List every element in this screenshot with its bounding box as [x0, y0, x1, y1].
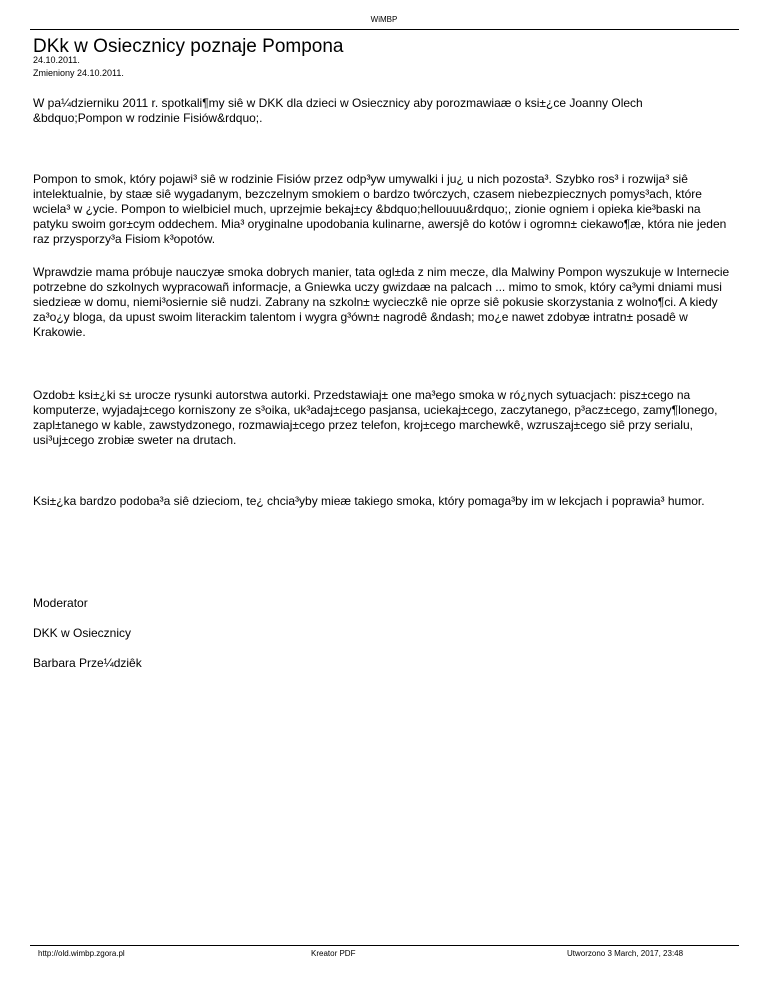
article-modified: Zmieniony 24.10.2011. [33, 68, 124, 78]
header-divider [30, 29, 739, 30]
signature-club: DKK w Osiecznicy [33, 626, 132, 640]
article-dates [33, 54, 124, 80]
footer-divider [30, 945, 739, 946]
signature-name: Barbara Prze¼dziêk [33, 656, 142, 670]
paragraph: Ozdob± ksi±¿ki s± urocze rysunki autorstwa autorki. Przedstawiaj± one ma³ego smoka w ró¿nych sytuacjach: pisz±cego na komputerze, wyjadaj±cego korniszony ze s³oika, uk³adaj±cego pasjansa, uciekaj±cego, zaczytanego, p³acz±cego, zamy¶lonego, zapl±tanego w kable, zawstydzonego, rozmawiaj±cego przez telefon, kroj±cego marchewkê, wzruszaj±cego siê przy serialu, usi³uj±cego zrobiæ sweter na drutach. [33, 388, 718, 447]
article-title: DKk w Osiecznicy poznaje Pompona [33, 36, 344, 57]
footer-created: Utworzono 3 March, 2017, 23:48 [567, 949, 684, 958]
paragraph: Pompon to smok, który pojawi³ siê w rodzinie Fisiów przez odp³yw umywalki i ju¿ u nich pozosta³. Szybko ros³ i rozwija³ siê intelektualnie, by staæ siê wygadanym, bezczelnym smokiem o bardzo twórczych, czasem niebezpiecznych pomys³ach, które wciela³ w ¿ycie. Pompon to wielbiciel much, uprzejmie bekaj±cy &bdquo;hellouuu&rdquo;, zionie ogniem i opieka kie³baski na patyku swoim gor±cym oddechem. Mia³ oryginalne upodobania kulinarne, awersjê do kotów i ogromn± ciekawo¶æ, która nie jeden raz przysporzy³a Fisiom k³opotów. [33, 172, 727, 246]
paragraph: W pa¼dzierniku 2011 r. spotkali¶my siê w DKK dla dzieci w Osiecznicy aby porozmawiaæ o ksi±¿ce Joanny Olech &bdquo;Pompon w rodzinie Fisiów&rdquo;. [33, 96, 643, 125]
article-body [33, 96, 733, 686]
paragraph: Ksi±¿ka bardzo podoba³a siê dzieciom, te¿ chcia³yby mieæ takiego smoka, który pomaga³by im w lekcjach i poprawia³ humor. [33, 494, 705, 508]
header-site-name: WiMBP [370, 15, 398, 24]
article-date: 24.10.2011. [33, 55, 80, 65]
footer-url: http://old.wimbp.zgora.pl [38, 949, 125, 958]
paragraph: Wprawdzie mama próbuje nauczyæ smoka dobrych manier, tata ogl±da z nim mecze, dla Malwiny Pompon wyszukuje w Internecie potrzebne do szkolnych wypracowañ informacje, a Gniewka uczy gwizdaæ na palcach ... mimo to smok, który ca³ymi dniami musi siedzieæ w domu, niemi³osiernie siê nudzi. Zabrany na szkoln± wycieczkê nie oprze siê pokusie skorzystania z wolno¶ci. A kiedy za³o¿y bloga, da upust swoim literackim talentom i wygra g³ówn± nagrodê &ndash; mo¿e nawet zdobyæ intratn± posadê w Krakowie. [33, 265, 730, 339]
footer-generator: Kreator PDF [311, 949, 356, 958]
signature-role: Moderator [33, 596, 88, 610]
